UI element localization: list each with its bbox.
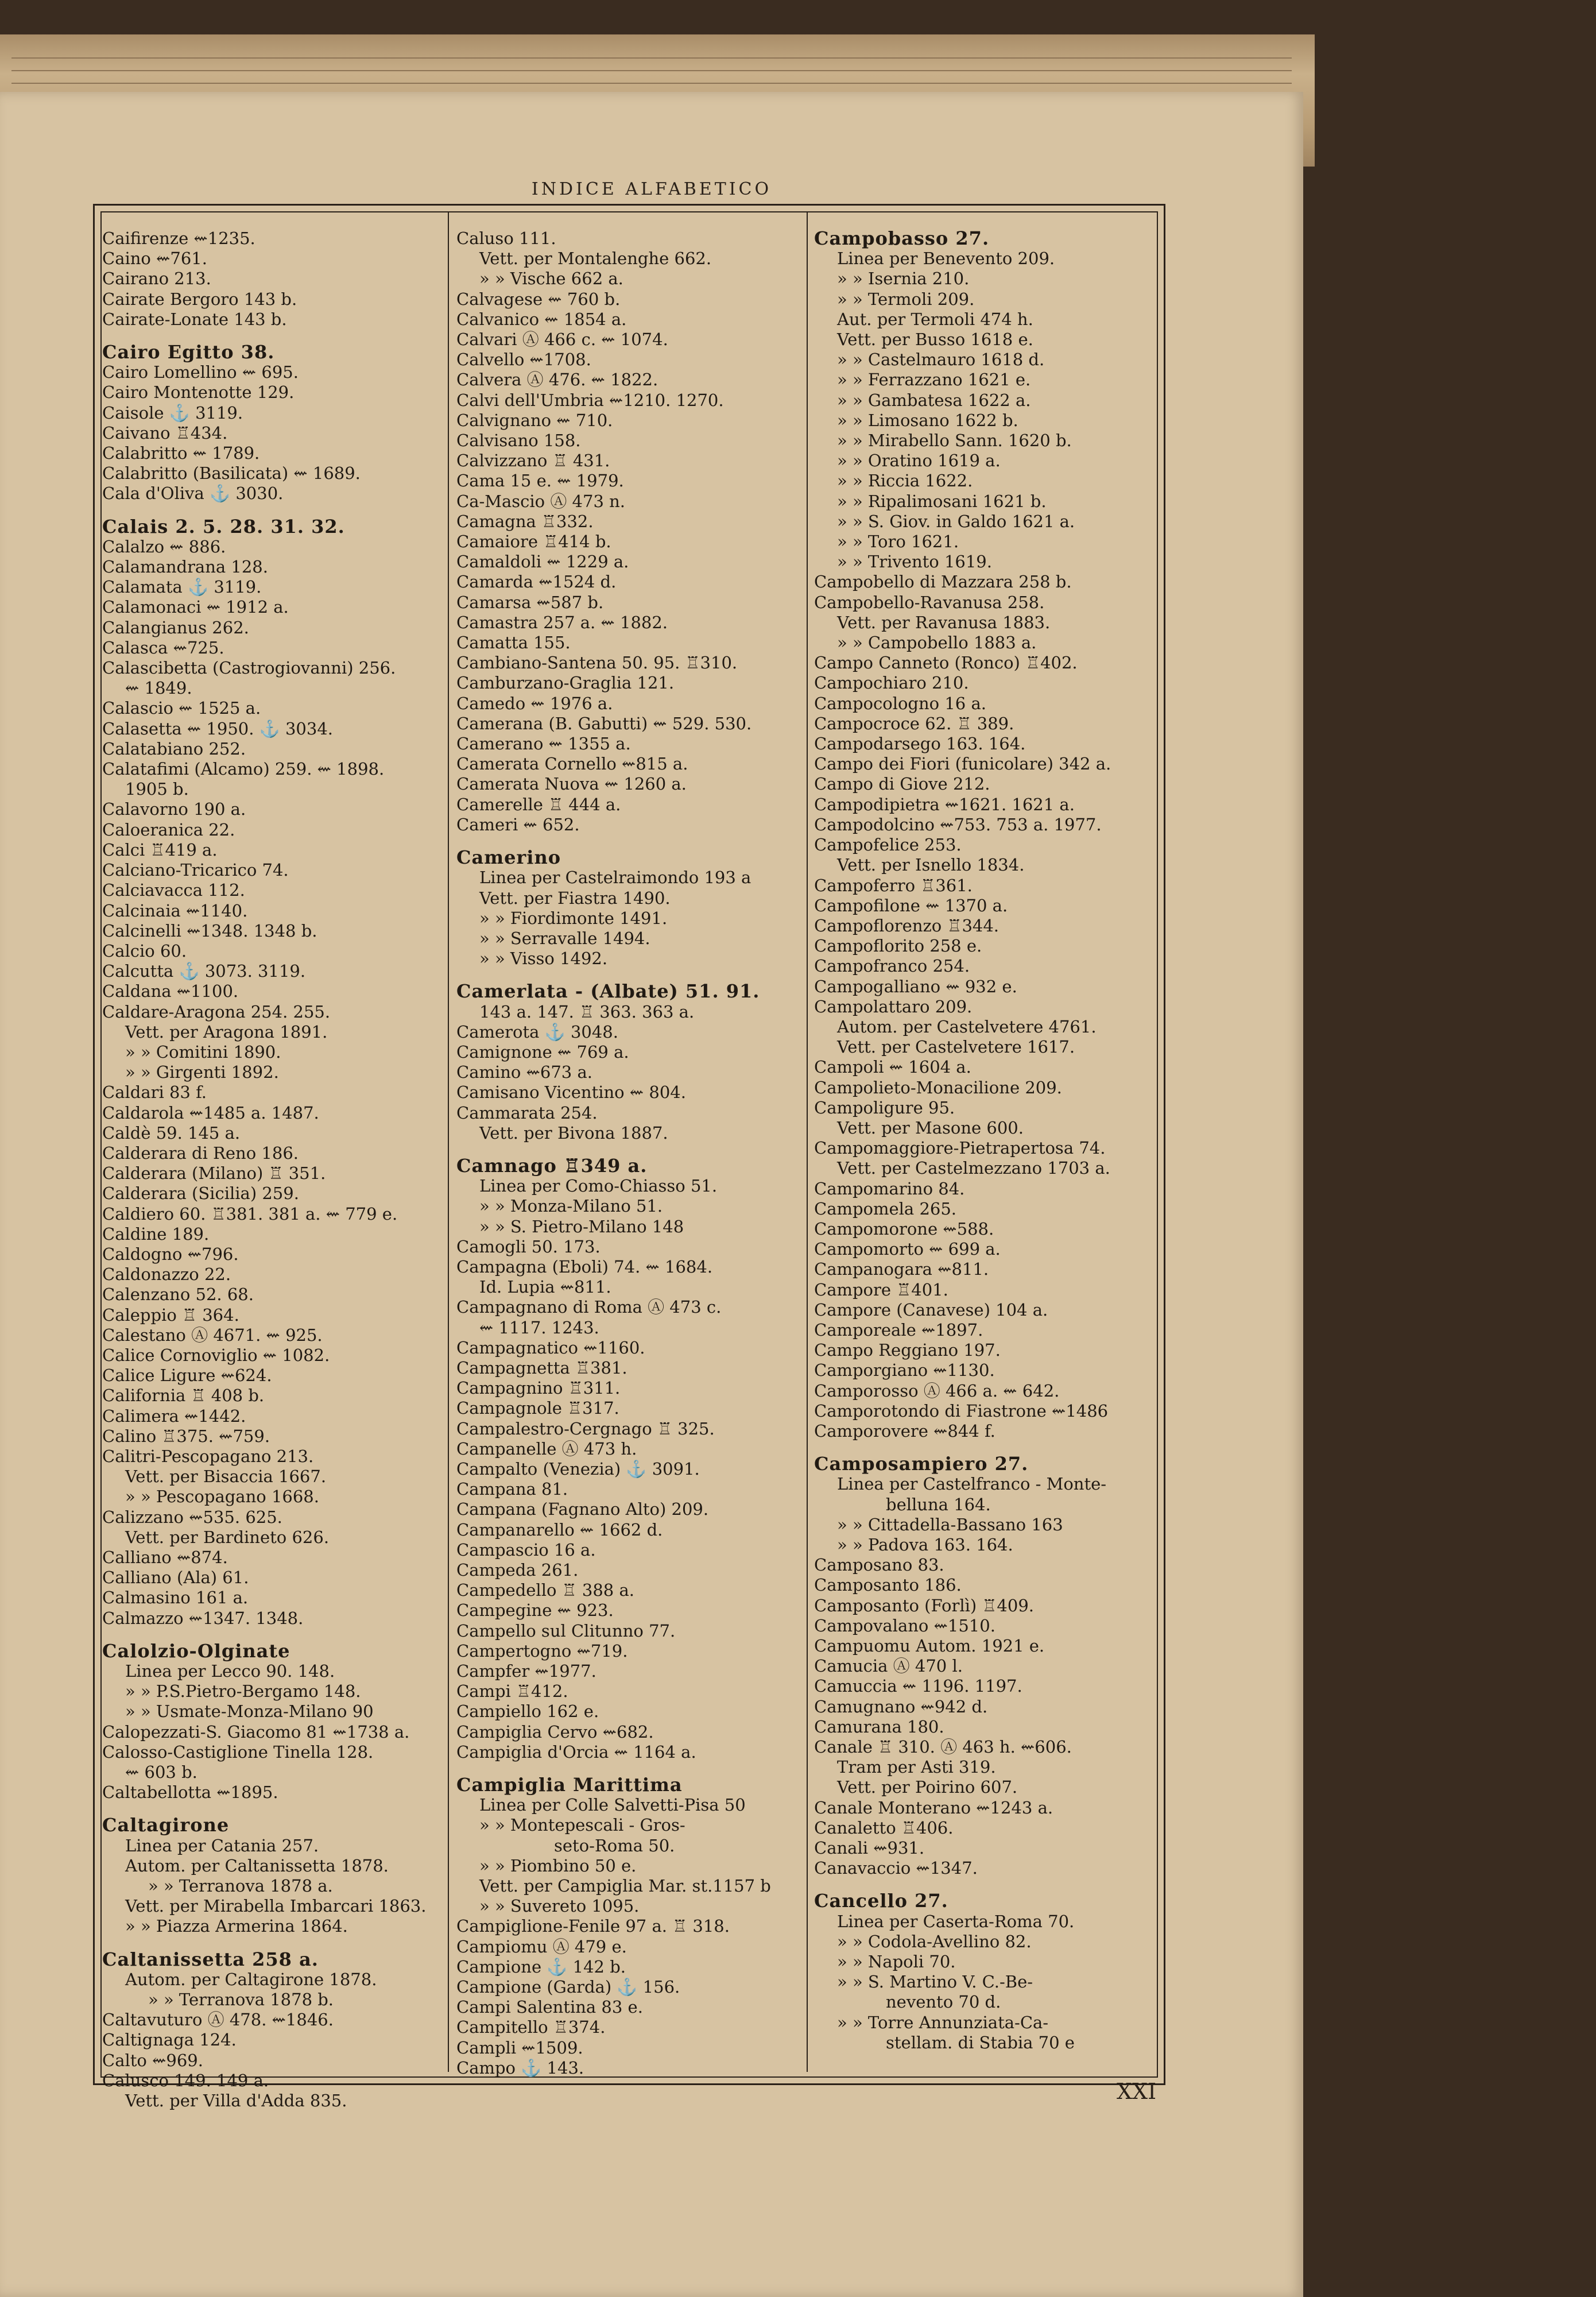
index-entry: Campello sul Clitunno 77. bbox=[456, 1621, 676, 1641]
index-entry: Camedo ⇜ 1976 a. bbox=[456, 693, 613, 713]
index-column-2 bbox=[456, 229, 800, 2078]
index-entry: Caltignaga 124. bbox=[102, 2030, 237, 2050]
index-entry: Campegine ⇜ 923. bbox=[456, 1600, 614, 1621]
index-entry: Campore (Canavese) 104 a. bbox=[814, 1300, 1048, 1320]
index-entry: Calciano-Tricarico 74. bbox=[102, 860, 289, 880]
index-entry: » » Termoli 209. bbox=[837, 289, 975, 309]
index-entry: Campli ⇜1509. bbox=[456, 2037, 583, 2058]
index-entry: Calasetta ⇜ 1950. ⚓ 3034. bbox=[102, 718, 334, 738]
index-entry: Campovalano ⇜1510. bbox=[814, 1615, 995, 1635]
index-entry: Caltabellotta ⇜1895. bbox=[102, 1782, 278, 1803]
index-entry: Calasca ⇜725. bbox=[102, 637, 224, 658]
index-entry: Calabritto ⇜ 1789. bbox=[102, 443, 260, 463]
index-entry: Camerelle ♖ 444 a. bbox=[456, 794, 621, 814]
index-entry: Canavaccio ⇜1347. bbox=[814, 1858, 978, 1878]
index-entry: » » S. Martino V. C.-Be- bbox=[837, 1972, 1033, 1992]
index-entry: Campuomu Autom. 1921 e. bbox=[814, 1636, 1045, 1656]
page-edge-line bbox=[11, 83, 1292, 84]
index-entry: Calamata ⚓ 3119. bbox=[102, 577, 262, 597]
index-entry: Campfer ⇜1977. bbox=[456, 1661, 596, 1681]
index-entry: Cammarata 254. bbox=[456, 1103, 598, 1123]
index-entry: Camurana 180. bbox=[814, 1716, 944, 1737]
index-entry: Vett. per Busso 1618 e. bbox=[837, 330, 1033, 350]
index-entry: Vett. per Montalenghe 662. bbox=[479, 249, 712, 269]
index-heading: Camposampiero 27. bbox=[814, 1454, 1029, 1475]
index-entry: » » Castelmauro 1618 d. bbox=[837, 350, 1045, 370]
index-entry: Campi Salentina 83 e. bbox=[456, 1997, 643, 2017]
entry-gap bbox=[456, 969, 800, 981]
index-entry: Calizzano ⇜535. 625. bbox=[102, 1507, 282, 1527]
column-separator bbox=[448, 212, 449, 2072]
index-entry: Caldiero 60. ♖381. 381 a. ⇜ 779 e. bbox=[102, 1204, 398, 1224]
index-entry: Calabritto (Basilicata) ⇜ 1689. bbox=[102, 463, 361, 484]
index-entry: Calderara (Sicilia) 259. bbox=[102, 1184, 299, 1204]
index-heading: Camnago ♖349 a. bbox=[456, 1155, 648, 1177]
index-entry: Calopezzati-S. Giacomo 81 ⇜1738 a. bbox=[102, 1722, 410, 1742]
index-entry: » » Ripalimosani 1621 b. bbox=[837, 491, 1047, 511]
index-entry: » » Comitini 1890. bbox=[125, 1042, 281, 1062]
index-entry: Camaiore ♖414 b. bbox=[456, 532, 611, 552]
index-heading: Cairo Egitto 38. bbox=[102, 342, 275, 363]
entry-gap bbox=[456, 835, 800, 848]
index-entry: Camerana (B. Gabutti) ⇜ 529. 530. bbox=[456, 713, 752, 733]
index-entry: Camporeale ⇜1897. bbox=[814, 1320, 983, 1340]
index-entry: Cairano 213. bbox=[102, 269, 211, 289]
index-entry: Campochiaro 210. bbox=[814, 673, 969, 693]
index-entry: Vett. per Bisaccia 1667. bbox=[125, 1467, 327, 1487]
index-entry: Calvagese ⇜ 760 b. bbox=[456, 289, 621, 309]
index-entry: Caloeranica 22. bbox=[102, 819, 235, 840]
index-entry: Campedello ♖ 388 a. bbox=[456, 1580, 634, 1600]
index-entry: Campo Reggiano 197. bbox=[814, 1340, 1001, 1360]
index-entry: » » Vische 662 a. bbox=[479, 269, 623, 289]
index-entry: Calusco 149. 149 a. bbox=[102, 2070, 269, 2090]
index-entry: Caino ⇜761. bbox=[102, 249, 207, 269]
index-entry: Calangianus 262. bbox=[102, 617, 249, 637]
index-column-1 bbox=[102, 229, 441, 2111]
index-entry: belluna 164. bbox=[886, 1494, 991, 1514]
index-heading: Calais 2. 5. 28. 31. 32. bbox=[102, 516, 345, 537]
index-entry: Calmasino 161 a. bbox=[102, 1588, 249, 1608]
page-edge-line bbox=[11, 70, 1292, 71]
entry-gap bbox=[102, 1803, 441, 1815]
index-entry: Camastra 257 a. ⇜ 1882. bbox=[456, 612, 668, 632]
entry-gap bbox=[456, 1762, 800, 1775]
index-entry: Campo dei Fiori (funicolare) 342 a. bbox=[814, 754, 1111, 774]
page-number: XXI bbox=[1117, 2079, 1157, 2104]
index-entry: Camisano Vicentino ⇜ 804. bbox=[456, 1082, 686, 1103]
index-entry: » » Isernia 210. bbox=[837, 269, 970, 289]
entry-gap bbox=[102, 330, 441, 342]
index-entry: Campana 81. bbox=[456, 1479, 568, 1499]
index-entry: Camignone ⇜ 769 a. bbox=[456, 1042, 629, 1062]
index-entry: Camugnano ⇜942 d. bbox=[814, 1696, 988, 1716]
index-entry: Calcinaia ⇜1140. bbox=[102, 900, 248, 921]
index-entry: » » Padova 163. 164. bbox=[837, 1535, 1013, 1554]
index-entry: Campanelle Ⓐ 473 h. bbox=[456, 1438, 637, 1459]
index-entry: Calamonaci ⇜ 1912 a. bbox=[102, 597, 289, 617]
index-entry: Campiello 162 e. bbox=[456, 1702, 599, 1722]
index-entry: Linea per Colle Salvetti-Pisa 50 bbox=[479, 1795, 746, 1815]
entry-gap bbox=[814, 1441, 1159, 1454]
index-entry: Cairate-Lonate 143 b. bbox=[102, 309, 287, 329]
index-entry: Calatabiano 252. bbox=[102, 738, 246, 759]
index-entry: Camporovere ⇜844 f. bbox=[814, 1421, 995, 1441]
index-entry: Campomorone ⇜588. bbox=[814, 1219, 994, 1239]
index-entry: Campodolcino ⇜753. 753 a. 1977. bbox=[814, 814, 1102, 834]
index-entry: » » Limosano 1622 b. bbox=[837, 410, 1018, 430]
index-entry: Camaldoli ⇜ 1229 a. bbox=[456, 552, 629, 572]
index-entry: Linea per Caserta-Roma 70. bbox=[837, 1911, 1075, 1931]
index-entry: » » Pescopagano 1668. bbox=[125, 1487, 319, 1507]
index-entry: Caisole ⚓ 3119. bbox=[102, 403, 243, 423]
index-entry: Vett. per Bivona 1887. bbox=[479, 1123, 668, 1143]
index-entry: » » Terranova 1878 a. bbox=[148, 1876, 333, 1896]
index-entry: Campagnano di Roma Ⓐ 473 c. bbox=[456, 1297, 722, 1317]
index-entry: Caldarola ⇜1485 a. 1487. bbox=[102, 1103, 319, 1123]
index-entry: Camburzano-Graglia 121. bbox=[456, 673, 675, 693]
index-entry: Canale ♖ 310. Ⓐ 463 h. ⇜606. bbox=[814, 1737, 1072, 1757]
index-entry: Calamandrana 128. bbox=[102, 557, 268, 577]
index-entry: » » Mirabello Sann. 1620 b. bbox=[837, 431, 1072, 451]
index-entry: Cameri ⇜ 652. bbox=[456, 814, 580, 834]
index-heading: Campiglia Marittima bbox=[456, 1775, 683, 1796]
index-entry: Camatta 155. bbox=[456, 633, 571, 653]
index-entry: Calciavacca 112. bbox=[102, 880, 245, 900]
index-entry: Caldare-Aragona 254. 255. bbox=[102, 1001, 331, 1022]
index-entry: Calto ⇜969. bbox=[102, 2050, 203, 2070]
index-heading: Caltagirone bbox=[102, 1815, 230, 1836]
index-entry: ⇜ 1117. 1243. bbox=[479, 1317, 599, 1337]
index-entry: Calavorno 190 a. bbox=[102, 799, 246, 819]
index-entry: Caivano ♖434. bbox=[102, 423, 228, 443]
index-entry: Calosso-Castiglione Tinella 128. bbox=[102, 1742, 374, 1762]
index-entry: Caldine 189. bbox=[102, 1224, 210, 1244]
index-entry: Campoli ⇜ 1604 a. bbox=[814, 1057, 971, 1077]
index-entry: Id. Lupia ⇜811. bbox=[479, 1277, 611, 1297]
index-entry: Calcinelli ⇜1348. 1348 b. bbox=[102, 921, 317, 941]
index-entry: Caldari 83 f. bbox=[102, 1082, 207, 1103]
index-entry: Calliano (Ala) 61. bbox=[102, 1568, 249, 1588]
index-entry: Calvello ⇜1708. bbox=[456, 350, 591, 370]
index-entry: Campiglia Cervo ⇜682. bbox=[456, 1722, 654, 1742]
index-entry: Vett. per Fiastra 1490. bbox=[479, 888, 671, 908]
index-entry: Calvi dell'Umbria ⇜1210. 1270. bbox=[456, 390, 724, 410]
index-entry: » » Trivento 1619. bbox=[837, 552, 992, 572]
index-entry: Campiglione-Fenile 97 a. ♖ 318. bbox=[456, 1916, 730, 1936]
index-entry: » » Montepescali - Gros- bbox=[479, 1815, 685, 1835]
index-entry: Campodarsego 163. 164. bbox=[814, 734, 1026, 754]
index-entry: Linea per Catania 257. bbox=[125, 1835, 319, 1855]
index-heading: Camerlata - (Albate) 51. 91. bbox=[456, 981, 760, 1002]
index-entry: Calino ♖375. ⇜759. bbox=[102, 1426, 270, 1446]
index-entry: Calcutta ⚓ 3073. 3119. bbox=[102, 961, 306, 981]
index-entry: Campomorto ⇜ 699 a. bbox=[814, 1239, 1001, 1259]
entry-gap bbox=[456, 1143, 800, 1156]
index-entry: Campagnino ♖311. bbox=[456, 1378, 621, 1398]
index-entry: Vett. per Castelvetere 1617. bbox=[837, 1037, 1075, 1057]
index-entry: Calvignano ⇜ 710. bbox=[456, 410, 613, 430]
index-entry: Campobello-Ravanusa 258. bbox=[814, 592, 1045, 612]
index-entry: Vett. per Mirabella Imbarcari 1863. bbox=[125, 1896, 427, 1916]
index-entry: Ca-Mascio Ⓐ 473 n. bbox=[456, 491, 626, 511]
index-entry: Campagnole ♖317. bbox=[456, 1398, 619, 1418]
index-entry: » » Visso 1492. bbox=[479, 949, 608, 969]
index-entry: Vett. per Bardineto 626. bbox=[125, 1527, 330, 1547]
index-entry: Cairate Bergoro 143 b. bbox=[102, 289, 297, 309]
index-entry: Calice Cornoviglio ⇜ 1082. bbox=[102, 1345, 330, 1365]
index-entry: Vett. per Campiglia Mar. st.1157 b bbox=[479, 1876, 771, 1896]
index-entry: » » S. Giov. in Galdo 1621 a. bbox=[837, 511, 1075, 531]
index-entry: Campana (Fagnano Alto) 209. bbox=[456, 1499, 709, 1519]
index-entry: Vett. per Aragona 1891. bbox=[125, 1022, 328, 1042]
index-entry: Camogli 50. 173. bbox=[456, 1236, 601, 1256]
index-entry: » » Terranova 1878 b. bbox=[148, 1990, 334, 2010]
index-heading: Caltanissetta 258 a. bbox=[102, 1949, 319, 1970]
index-entry: Campi ♖412. bbox=[456, 1681, 568, 1702]
index-entry: » » S. Pietro-Milano 148 bbox=[479, 1216, 684, 1236]
index-entry: Caldana ⇜1100. bbox=[102, 981, 239, 1001]
index-entry: Camerota ⚓ 3048. bbox=[456, 1022, 618, 1042]
index-entry: Calderara di Reno 186. bbox=[102, 1143, 299, 1163]
index-entry: Campascio 16 a. bbox=[456, 1540, 596, 1560]
index-entry: Calalzo ⇜ 886. bbox=[102, 536, 226, 556]
index-entry: Caldogno ⇜796. bbox=[102, 1244, 239, 1264]
index-entry: Camposano 83. bbox=[814, 1555, 944, 1575]
index-entry: Calestano Ⓐ 4671. ⇜ 925. bbox=[102, 1325, 323, 1345]
index-entry: Linea per Castelraimondo 193 a bbox=[479, 868, 751, 888]
index-entry: » » Oratino 1619 a. bbox=[837, 451, 1001, 471]
index-entry: Campomela 265. bbox=[814, 1198, 957, 1219]
index-entry: Campoferro ♖361. bbox=[814, 875, 973, 895]
index-entry: seto-Roma 50. bbox=[554, 1835, 675, 1855]
index-entry: Camarsa ⇜587 b. bbox=[456, 592, 604, 612]
index-entry: » » Napoli 70. bbox=[837, 1952, 956, 1972]
index-entry: » » Serravalle 1494. bbox=[479, 928, 650, 948]
index-entry: Campore ♖401. bbox=[814, 1279, 948, 1300]
index-entry: » » P.S.Pietro-Bergamo 148. bbox=[125, 1681, 361, 1702]
index-entry: Canali ⇜931. bbox=[814, 1838, 925, 1858]
index-entry: Campertogno ⇜719. bbox=[456, 1641, 628, 1661]
index-entry: Campione (Garda) ⚓ 156. bbox=[456, 1977, 680, 1997]
index-entry: Campiglia d'Orcia ⇜ 1164 a. bbox=[456, 1742, 696, 1762]
index-entry: » » Cittadella-Bassano 163 bbox=[837, 1514, 1063, 1534]
index-entry: Calvisano 158. bbox=[456, 431, 581, 451]
index-entry: Camino ⇜673 a. bbox=[456, 1062, 592, 1082]
index-entry: Vett. per Isnello 1834. bbox=[837, 855, 1025, 875]
index-entry: Canaletto ♖406. bbox=[814, 1818, 954, 1838]
index-entry: Calice Ligure ⇜624. bbox=[102, 1366, 272, 1386]
index-entry: Campeda 261. bbox=[456, 1560, 579, 1580]
column-separator bbox=[807, 212, 808, 2072]
index-entry: » » Piombino 50 e. bbox=[479, 1855, 637, 1876]
index-entry: Campagnatico ⇜1160. bbox=[456, 1337, 645, 1358]
index-entry: Campalestro-Cergnago ♖ 325. bbox=[456, 1418, 715, 1438]
index-entry: Campofilone ⇜ 1370 a. bbox=[814, 895, 1008, 915]
index-entry: Campanarello ⇜ 1662 d. bbox=[456, 1519, 663, 1540]
index-entry: Campolieto-Monacilione 209. bbox=[814, 1077, 1062, 1097]
index-entry: ⇜ 603 b. bbox=[125, 1762, 197, 1782]
index-entry: Cairo Lomellino ⇜ 695. bbox=[102, 362, 299, 382]
index-entry: » » Usmate-Monza-Milano 90 bbox=[125, 1702, 374, 1722]
index-entry: Campoflorito 258 e. bbox=[814, 936, 982, 956]
index-entry: Campolattaro 209. bbox=[814, 996, 973, 1016]
index-entry: Campione ⚓ 142 b. bbox=[456, 1956, 626, 1977]
index-entry: Aut. per Termoli 474 h. bbox=[837, 309, 1033, 329]
entry-gap bbox=[102, 504, 441, 517]
index-entry: Campo di Giove 212. bbox=[814, 774, 990, 794]
index-entry: Camucia Ⓐ 470 l. bbox=[814, 1656, 963, 1676]
index-entry: Tram per Asti 319. bbox=[837, 1757, 996, 1777]
index-entry: Calimera ⇜1442. bbox=[102, 1406, 246, 1426]
index-entry: Camerata Nuova ⇜ 1260 a. bbox=[456, 774, 687, 794]
index-entry: Campogalliano ⇜ 932 e. bbox=[814, 976, 1017, 996]
index-entry: » » Gambatesa 1622 a. bbox=[837, 390, 1031, 410]
index-entry: Vett. per Poirino 607. bbox=[837, 1777, 1018, 1797]
index-entry: Calascibetta (Castrogiovanni) 256. bbox=[102, 658, 396, 678]
index-entry: » » Suvereto 1095. bbox=[479, 1896, 640, 1916]
index-heading: Camerino bbox=[456, 848, 561, 868]
index-entry: Vett. per Masone 600. bbox=[837, 1117, 1024, 1138]
index-entry: stellam. di Stabia 70 e bbox=[886, 2032, 1075, 2052]
index-entry: » » Piazza Armerina 1864. bbox=[125, 1916, 348, 1936]
index-entry: Campofranco 254. bbox=[814, 956, 970, 976]
index-entry: » » Codola-Avellino 82. bbox=[837, 1931, 1032, 1951]
index-entry: Calvizzano ♖ 431. bbox=[456, 451, 610, 471]
index-entry: Campodipietra ⇜1621. 1621 a. bbox=[814, 794, 1075, 814]
index-entry: Camerata Cornello ⇜815 a. bbox=[456, 754, 688, 774]
index-entry: Camporosso Ⓐ 466 a. ⇜ 642. bbox=[814, 1380, 1060, 1401]
index-column-3 bbox=[814, 229, 1159, 2053]
index-entry: Caldonazzo 22. bbox=[102, 1264, 231, 1285]
index-entry: Campiomu Ⓐ 479 e. bbox=[456, 1936, 627, 1956]
index-entry: Cama 15 e. ⇜ 1979. bbox=[456, 471, 624, 491]
index-entry: California ♖ 408 b. bbox=[102, 1386, 265, 1406]
index-entry: Calliano ⇜874. bbox=[102, 1548, 228, 1567]
index-entry: Camuccia ⇜ 1196. 1197. bbox=[814, 1676, 1022, 1696]
entry-gap bbox=[814, 1878, 1159, 1891]
index-heading: Cancello 27. bbox=[814, 1891, 948, 1912]
index-entry: Campoflorenzo ♖344. bbox=[814, 915, 1000, 935]
index-entry: Campitello ♖374. bbox=[456, 2017, 606, 2037]
index-entry: nevento 70 d. bbox=[886, 1992, 1001, 2012]
index-entry: Camposanto 186. bbox=[814, 1575, 962, 1595]
index-entry: Calascio ⇜ 1525 a. bbox=[102, 698, 261, 718]
index-entry: Calci ♖419 a. bbox=[102, 840, 218, 860]
index-entry: Campocologno 16 a. bbox=[814, 693, 986, 713]
index-entry: Calvanico ⇜ 1854 a. bbox=[456, 309, 627, 329]
entry-gap bbox=[102, 1629, 441, 1641]
running-head: INDICE ALFABETICO bbox=[531, 179, 772, 199]
index-entry: Campobello di Mazzara 258 b. bbox=[814, 572, 1072, 592]
index-entry: Campomarino 84. bbox=[814, 1178, 965, 1198]
index-entry: » » Toro 1621. bbox=[837, 532, 959, 552]
index-entry: Calenzano 52. 68. bbox=[102, 1285, 254, 1305]
index-entry: Campanogara ⇜811. bbox=[814, 1259, 989, 1279]
index-entry: Linea per Como-Chiasso 51. bbox=[479, 1176, 718, 1196]
index-heading: Calolzio-Olginate bbox=[102, 1641, 290, 1662]
index-entry: Camagna ♖332. bbox=[456, 511, 594, 531]
index-entry: Autom. per Caltanissetta 1878. bbox=[125, 1855, 389, 1876]
index-entry: » » Monza-Milano 51. bbox=[479, 1196, 663, 1216]
index-entry: Campo ⚓ 143. bbox=[456, 2058, 584, 2078]
index-entry: Calvera Ⓐ 476. ⇜ 1822. bbox=[456, 370, 658, 390]
index-entry: Campalto (Venezia) ⚓ 3091. bbox=[456, 1459, 700, 1479]
index-entry: Calvari Ⓐ 466 c. ⇜ 1074. bbox=[456, 330, 668, 350]
entry-gap bbox=[102, 1937, 441, 1950]
index-entry: Caleppio ♖ 364. bbox=[102, 1305, 239, 1325]
index-entry: Linea per Benevento 209. bbox=[837, 249, 1055, 269]
index-entry: Camerano ⇜ 1355 a. bbox=[456, 734, 631, 754]
index-entry: Campofelice 253. bbox=[814, 835, 962, 855]
index-entry: Calatafimi (Alcamo) 259. ⇜ 1898. bbox=[102, 759, 385, 779]
index-entry: 143 a. 147. ♖ 363. 363 a. bbox=[479, 1001, 695, 1022]
page-edge-line bbox=[11, 57, 1292, 59]
index-entry: Linea per Lecco 90. 148. bbox=[125, 1661, 335, 1681]
index-entry: Calcio 60. bbox=[102, 941, 187, 961]
index-entry: » » Ferrazzano 1621 e. bbox=[837, 370, 1031, 390]
index-entry: ⇜ 1849. bbox=[125, 678, 192, 698]
index-entry: Caluso 111. bbox=[456, 229, 556, 248]
index-entry: » » Riccia 1622. bbox=[837, 471, 973, 491]
index-entry: Cala d'Oliva ⚓ 3030. bbox=[102, 484, 284, 504]
index-entry: Autom. per Castelvetere 4761. bbox=[837, 1016, 1097, 1037]
index-entry: Campagnetta ♖381. bbox=[456, 1358, 627, 1378]
index-entry: » » Girgenti 1892. bbox=[125, 1062, 279, 1082]
index-entry: Camarda ⇜1524 d. bbox=[456, 572, 617, 592]
index-entry: Cairo Montenotte 129. bbox=[102, 382, 295, 403]
index-entry: Campomaggiore-Pietrapertosa 74. bbox=[814, 1138, 1106, 1158]
index-entry: Canale Monterano ⇜1243 a. bbox=[814, 1797, 1053, 1818]
index-entry: » » Torre Annunziata-Ca- bbox=[837, 2012, 1049, 2032]
index-entry: Cambiano-Santena 50. 95. ♖310. bbox=[456, 653, 738, 673]
index-entry: Linea per Castelfranco - Monte- bbox=[837, 1474, 1107, 1494]
index-entry: Caifirenze ⇜1235. bbox=[102, 229, 255, 248]
index-entry: Campoligure 95. bbox=[814, 1097, 955, 1117]
index-entry: Camposanto (Forlì) ♖409. bbox=[814, 1595, 1035, 1615]
index-entry: Autom. per Caltagirone 1878. bbox=[125, 1969, 377, 1989]
index-entry: » » Fiordimonte 1491. bbox=[479, 908, 668, 928]
index-entry: Calitri-Pescopagano 213. bbox=[102, 1446, 314, 1466]
index-entry: Campagna (Eboli) 74. ⇜ 1684. bbox=[456, 1256, 713, 1277]
index-entry: 1905 b. bbox=[125, 779, 189, 799]
index-entry: Caltavuturo Ⓐ 478. ⇜1846. bbox=[102, 2010, 334, 2030]
index-entry: Campo Canneto (Ronco) ♖402. bbox=[814, 653, 1078, 673]
index-entry: Vett. per Castelmezzano 1703 a. bbox=[837, 1158, 1110, 1178]
index-heading: Campobasso 27. bbox=[814, 229, 990, 249]
index-entry: Calderara (Milano) ♖ 351. bbox=[102, 1163, 326, 1184]
index-entry: Calmazzo ⇜1347. 1348. bbox=[102, 1608, 304, 1628]
index-entry: Campocroce 62. ♖ 389. bbox=[814, 713, 1014, 733]
index-entry: Vett. per Ravanusa 1883. bbox=[837, 612, 1051, 632]
index-entry: Vett. per Villa d'Adda 835. bbox=[125, 2091, 347, 2111]
index-entry: Camporgiano ⇜1130. bbox=[814, 1360, 995, 1380]
index-entry: Caldè 59. 145 a. bbox=[102, 1123, 241, 1143]
index-entry: » » Campobello 1883 a. bbox=[837, 633, 1037, 653]
index-entry: Camporotondo di Fiastrone ⇜1486 bbox=[814, 1401, 1109, 1421]
